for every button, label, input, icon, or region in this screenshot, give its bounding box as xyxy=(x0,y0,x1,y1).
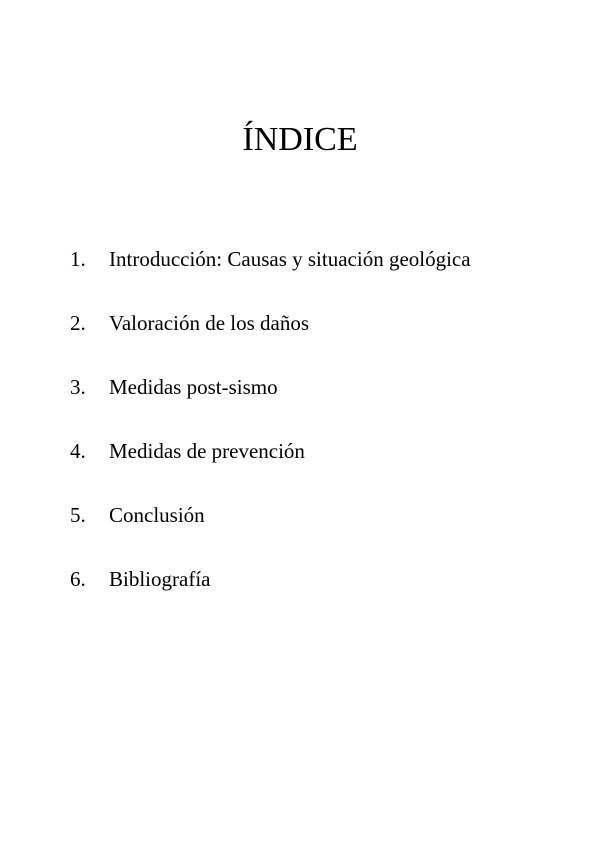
toc-item-valoracion xyxy=(70,306,471,370)
toc-item-number: 5. xyxy=(70,503,86,527)
toc-item-medidas-prevencion xyxy=(70,434,471,498)
toc-item-introduccion xyxy=(70,242,471,306)
toc-item-label: Bibliografía xyxy=(109,567,211,591)
toc-item-bibliografia xyxy=(70,562,471,626)
toc-item-label: Conclusión xyxy=(109,503,205,527)
toc-item-number: 3. xyxy=(70,375,86,399)
toc-item-number: 1. xyxy=(70,247,86,271)
toc-item-number: 6. xyxy=(70,567,86,591)
toc-item-medidas-post-sismo xyxy=(70,370,471,434)
toc-item-number: 2. xyxy=(70,311,86,335)
table-of-contents xyxy=(70,242,471,626)
page-title: ÍNDICE xyxy=(242,121,358,158)
toc-item-label: Medidas de prevención xyxy=(109,439,305,463)
toc-item-label: Medidas post-sismo xyxy=(109,375,278,399)
toc-item-number: 4. xyxy=(70,439,86,463)
toc-item-label: Introducción: Causas y situación geológica xyxy=(109,247,471,271)
toc-item-conclusion xyxy=(70,498,471,562)
toc-item-label: Valoración de los daños xyxy=(109,311,310,335)
